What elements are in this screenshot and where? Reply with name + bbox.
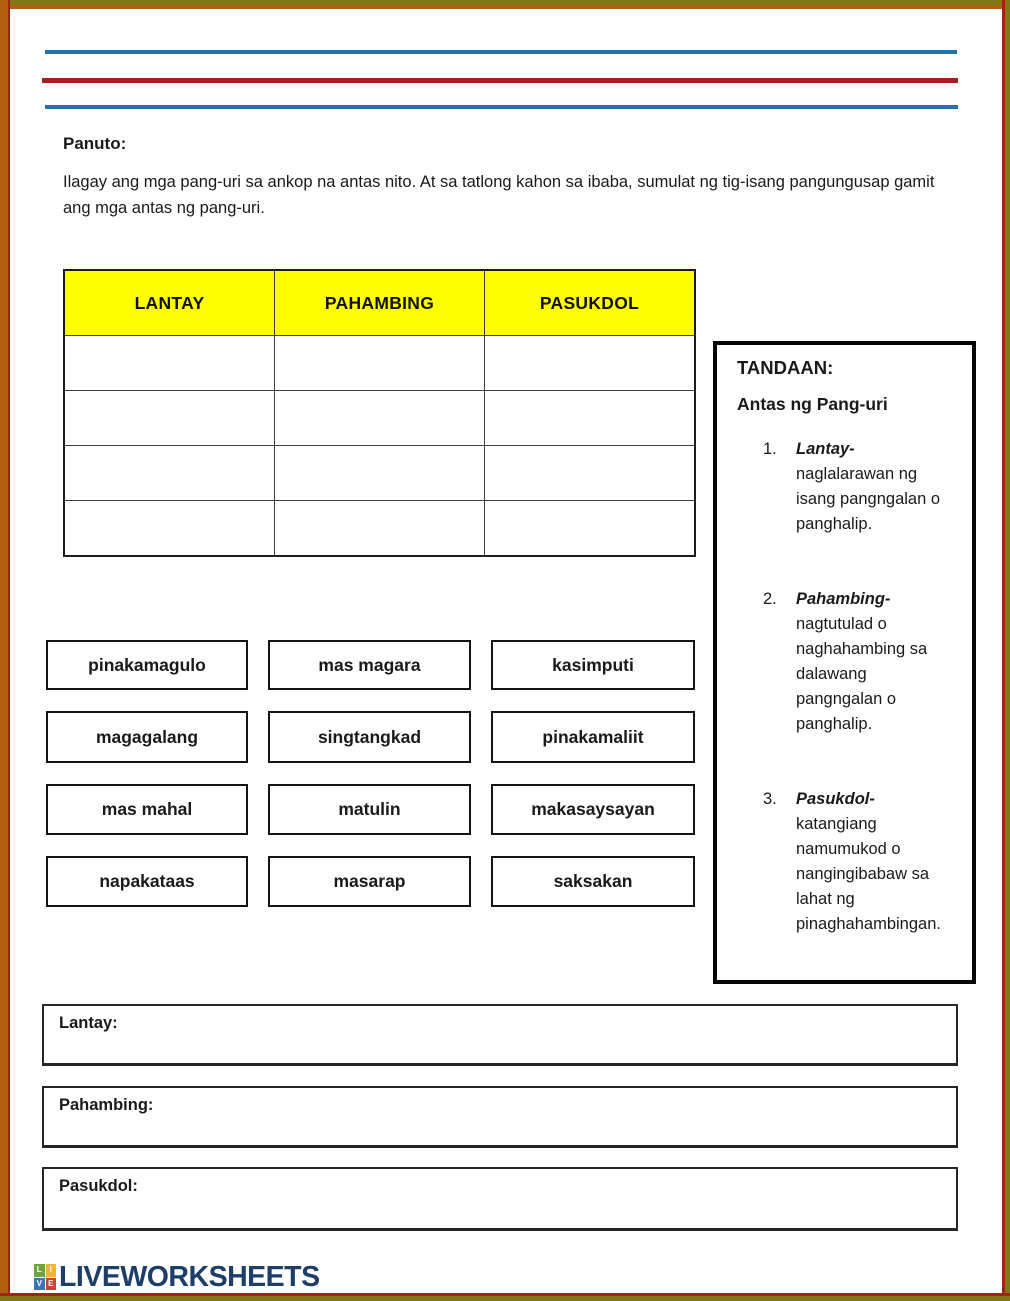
term-lantay: Lantay-: [796, 440, 855, 458]
reminder-box: [713, 341, 976, 984]
page-border-top-outer: [0, 0, 1010, 5]
logo-square-e: E: [46, 1278, 57, 1291]
page-border-right-inner: [1002, 0, 1005, 1301]
answer-box-label: Pasukdol:: [59, 1177, 138, 1195]
column-header-lantay: LANTAY: [64, 270, 275, 336]
logo-square-v: V: [34, 1278, 45, 1291]
word-card-masarap[interactable]: masarap: [268, 856, 471, 907]
reminder-title: TANDAAN:: [737, 357, 834, 378]
table-row: [64, 391, 695, 446]
liveworksheets-logo-icon: [34, 1264, 56, 1290]
answer-box-pasukdol[interactable]: [42, 1167, 958, 1231]
term-pasukdol: Pasukdol-: [796, 790, 875, 808]
word-card-magagalang[interactable]: magagalang: [46, 711, 248, 763]
word-card-napakataas[interactable]: napakataas: [46, 856, 248, 907]
answer-cell[interactable]: [275, 336, 485, 391]
answer-cell[interactable]: [64, 501, 275, 557]
divider-line-blue-top: [45, 50, 957, 54]
page-border-left-inner: [8, 0, 10, 1301]
answer-cell[interactable]: [485, 501, 696, 557]
logo-square-l: L: [34, 1264, 45, 1277]
answer-cell[interactable]: [64, 391, 275, 446]
answer-cell[interactable]: [275, 391, 485, 446]
divider-line-blue-bottom: [45, 105, 958, 109]
sorting-table: [63, 269, 696, 557]
sorting-table-header-row: [64, 270, 695, 336]
definition-pahambing: nagtutulad o naghahambing sa dalawang pangngalan o panghalip.: [796, 615, 928, 733]
list-number: 1.: [763, 440, 777, 458]
answer-box-pahambing[interactable]: [42, 1086, 958, 1148]
word-card-pinakamaliit[interactable]: pinakamaliit: [491, 711, 695, 763]
instructions-body: Ilagay ang mga pang-uri sa ankop na antas nito. At sa tatlong kahon sa ibaba, sumulat ng tig-isang pangungusap gamit ang mga antas ng pang-uri.: [63, 173, 935, 217]
answer-cell[interactable]: [64, 446, 275, 501]
answer-cell[interactable]: [485, 336, 696, 391]
divider-line-red: [42, 78, 958, 83]
liveworksheets-wordmark: LIVEWORKSHEETS: [59, 1261, 320, 1293]
reminder-subtitle: Antas ng Pang-uri: [737, 394, 888, 414]
list-item-lantay: [763, 437, 964, 537]
word-card-mas-magara[interactable]: mas magara: [268, 640, 471, 690]
word-card-pinakamagulo[interactable]: pinakamagulo: [46, 640, 248, 690]
list-item-pasukdol: [763, 787, 964, 937]
column-header-pasukdol: PASUKDOL: [485, 270, 696, 336]
reminder-list: [737, 437, 964, 937]
instructions-heading: Panuto:: [63, 134, 127, 153]
word-card-kasimputi[interactable]: kasimputi: [491, 640, 695, 690]
page-border-left-outer: [0, 0, 8, 1301]
word-card-matulin[interactable]: matulin: [268, 784, 471, 835]
logo-square-i: I: [46, 1264, 57, 1277]
page-border-right-outer: [1005, 0, 1010, 1301]
page-border-top-inner: [0, 5, 1010, 9]
table-row: [64, 446, 695, 501]
table-row: [64, 336, 695, 391]
word-card-saksakan[interactable]: saksakan: [491, 856, 695, 907]
word-card-makasaysayan[interactable]: makasaysayan: [491, 784, 695, 835]
definition-pasukdol: katangiang namumukod o nangingibabaw sa lahat ng pinaghahambingan.: [796, 815, 941, 933]
answer-cell[interactable]: [275, 501, 485, 557]
answer-cell[interactable]: [485, 391, 696, 446]
answer-box-lantay[interactable]: [42, 1004, 958, 1066]
page-border-bottom-outer: [0, 1296, 1010, 1301]
list-number: 3.: [763, 790, 777, 808]
table-row: [64, 501, 695, 557]
word-bank: [46, 640, 695, 907]
answer-cell[interactable]: [64, 336, 275, 391]
answer-cell[interactable]: [275, 446, 485, 501]
word-card-mas-mahal[interactable]: mas mahal: [46, 784, 248, 835]
word-card-singtangkad[interactable]: singtangkad: [268, 711, 471, 763]
column-header-pahambing: PAHAMBING: [275, 270, 485, 336]
answer-box-label: Pahambing:: [59, 1096, 154, 1114]
list-item-pahambing: [763, 587, 964, 737]
term-pahambing: Pahambing-: [796, 590, 891, 608]
definition-lantay: naglalarawan ng isang pangngalan o panghalip.: [796, 465, 941, 533]
list-number: 2.: [763, 590, 777, 608]
answer-box-label: Lantay:: [59, 1014, 118, 1032]
answer-cell[interactable]: [485, 446, 696, 501]
